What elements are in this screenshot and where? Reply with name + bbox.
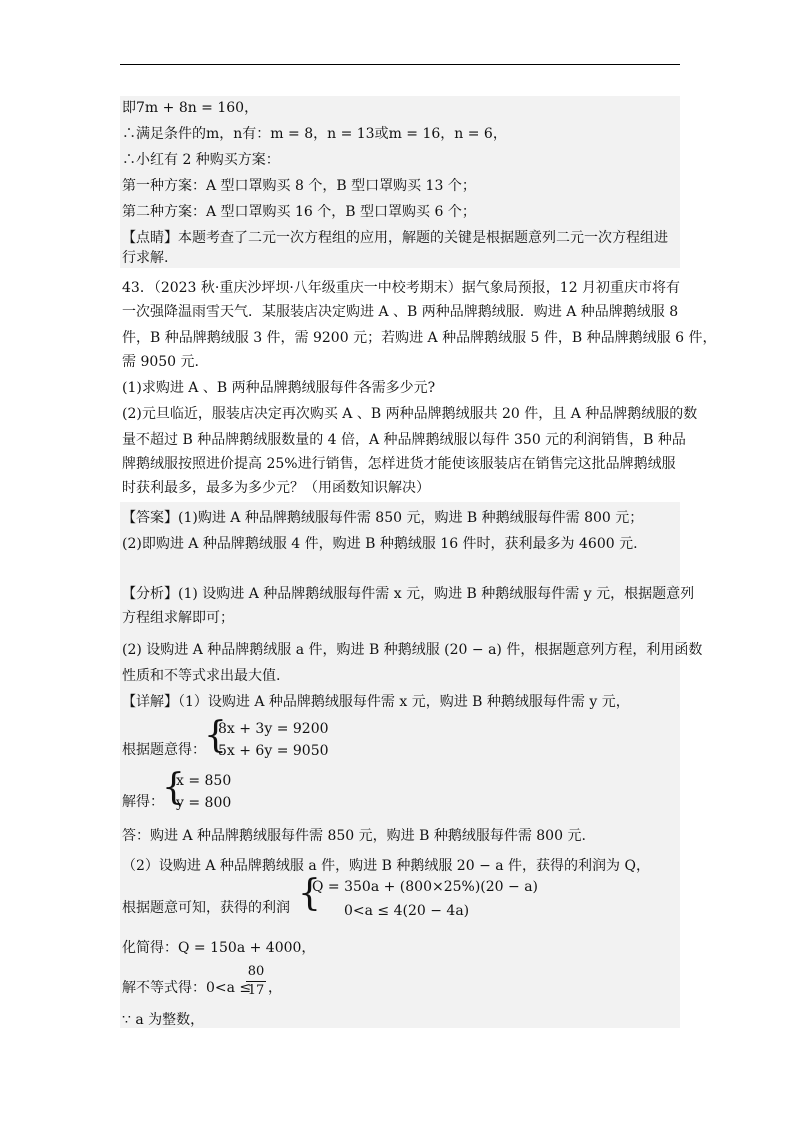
system-brace: { [162,767,185,808]
answer-line: (2)即购进 A 种品牌鹅绒服 4 件，购进 B 种鹅绒服 16 件时，获利最多为 4600 元. [122,536,638,552]
question-line: 量不超过 B 种品牌鹅绒服数量的 4 倍，A 种品牌鹅绒服以每件 350 元的利润销售，B 种品 [122,432,686,448]
detail-line: 根据题意得： [122,742,206,758]
system-brace: { [204,715,227,756]
fraction [246,964,266,999]
question-line: (1)求购进 A 、B 两种品牌鹅绒服每件各需多少元? [122,380,436,396]
fraction-denominator: 17 [247,983,265,998]
text-line: ∴小红有 2 种购买方案： [122,152,280,168]
text-line: 第二种方案：A 型口罩购买 16 个，B 型口罩购买 6 个； [122,204,476,220]
question-line: 件，B 种品牌鹅绒服 3 件，需 9200 元；若购进 A 种品牌鹅绒服 5 件，B 种品牌鹅绒服 6 件， [122,330,717,346]
detail-line: 根据题意可知，获得的利润 [122,900,290,916]
question-line: 时获利最多，最多为多少元？（用函数知识解决） [122,480,430,496]
equation: 8x + 3y = 9200 [218,721,329,737]
analysis-line: 【分析】(1) 设购进 A 种品牌鹅绒服每件需 x 元，购进 B 种鹅绒服每件需 y 元，根据题意列 [122,586,695,602]
detail-line: （2）设购进 A 种品牌鹅绒服 a 件，购进 B 种鹅绒服 20 − a 件，获得的利润为 Q， [122,858,650,874]
fraction-bar [246,981,266,982]
question-line: 牌鹅绒服按照进价提高 25%进行销售，怎样进货才能使该服装店在销售完这批品牌鹅绒服 [122,456,676,472]
equation: x = 850 [176,773,232,789]
text-line: 即7m + 8n = 160， [122,100,259,116]
detail-line: 化简得：Q = 150a + 4000， [122,940,316,956]
detail-line: ∵ a 为整数， [122,1012,205,1028]
equation: 5x + 6y = 9050 [218,743,329,759]
detail-line: 答：购进 A 种品牌鹅绒服每件需 850 元，购进 B 种鹅绒服每件需 800 元. [122,828,586,844]
question-line: (2)元旦临近，服装店决定再次购买 A 、B 两种品牌鹅绒服共 20 件，且 A 种品牌鹅绒服的数 [122,406,698,422]
analysis-line: 方程组求解即可； [122,610,234,626]
detail-line: 解得： [122,794,164,810]
text-line: 【点睛】本题考查了二元一次方程组的应用，解题的关键是根据题意列二元一次方程组进 [122,230,668,246]
question-line: 需 9050 元. [122,354,199,370]
detail-line: 【详解】（1）设购进 A 种品牌鹅绒服每件需 x 元，购进 B 种鹅绒服每件需 y 元， [122,694,630,710]
equation: 0<a ≤ 4(20 − 4a) [344,903,470,919]
question-line: 一次强降温雨雪天气．某服装店决定购进 A 、B 两种品牌鹅绒服．购进 A 种品牌鹅绒服 8 [122,304,679,320]
analysis-line: (2) 设购进 A 种品牌鹅绒服 a 件，购进 B 种鹅绒服 (20 − a) 件，根据题意列方程，利用函数 [122,642,703,658]
text-line: 行求解. [122,250,169,266]
header-rule [120,64,680,65]
text-line: 第一种方案：A 型口罩购买 8 个，B 型口罩购买 13 个； [122,178,476,194]
detail-line: ， [268,980,282,996]
equation: y = 800 [176,795,232,811]
answer-line: 【答案】(1)购进 A 种品牌鹅绒服每件需 850 元，购进 B 种鹅绒服每件需 800 元； [122,510,644,526]
text-line: ∴满足条件的m，n有：m = 8，n = 13或m = 16，n = 6， [122,126,507,142]
equation: Q = 350a + (800×25%)(20 − a) [312,879,539,895]
detail-line: 解不等式得：0<a ≤ [122,980,252,996]
system-brace: { [298,873,321,914]
analysis-line: 性质和不等式求出最大值. [122,668,281,684]
question-line: 43．（2023 秋·重庆沙坪坝·八年级重庆一中校考期末）据气象局预报，12 月初重庆市将有 [122,280,681,296]
fraction-numerator: 80 [247,964,265,979]
